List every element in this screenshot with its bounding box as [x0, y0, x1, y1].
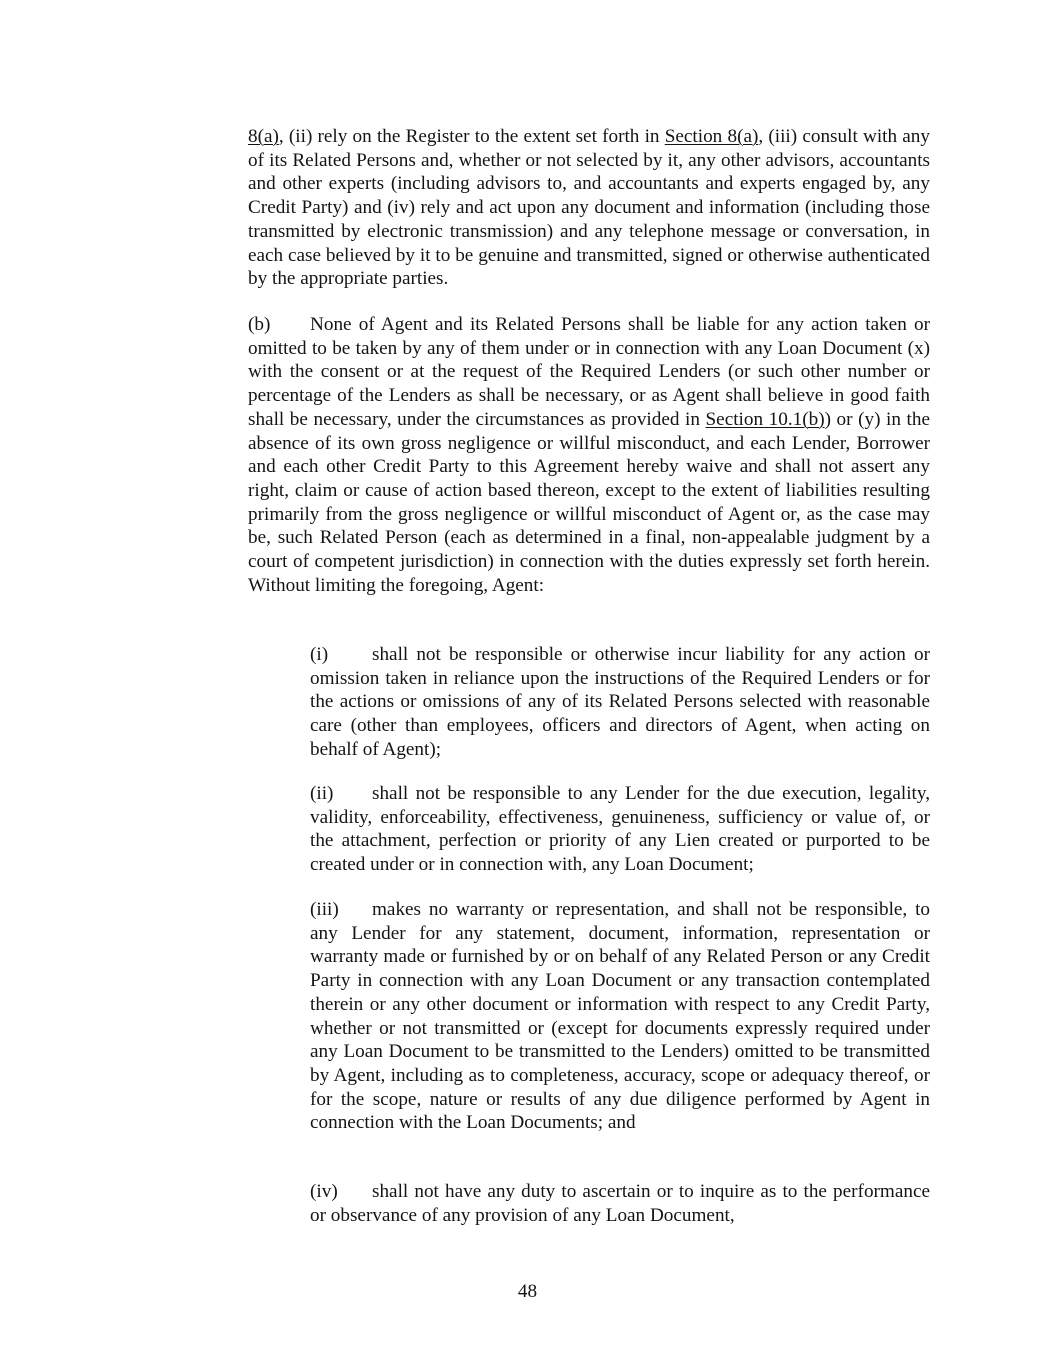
- section-reference-10-1b: Section 10.1(b): [705, 408, 825, 430]
- sub-item-text: shall not be responsible or otherwise incur liability for any action or omission taken in reliance upon the instructions of the Required Lenders or for the actions or omissions of any of its Related Persons selected with reasonable care (other than employees, officers and directors of Agent, when acting on behalf of Agent);: [310, 644, 930, 760]
- paragraph-text: None of Agent and its Related Persons shall be liable for any action taken or omitted to be taken by any of them under or in connection with any Loan Document (x) with the consent or at the request of the Required Lenders (or such other number or percentage of the Lenders as shall be necessary, or as Agent shall believe in good faith shall be necessary, under the circumstances as provided in: [248, 314, 930, 430]
- paragraph-text: , (iii) consult with any of its Related Persons and, whether or not selected by it, any other advisors, accountants and other experts (including advisors to, and accountants and experts engaged by, any Credit Party) and (iv) rely and act upon any document and information (including those transmitted by electronic transmission) and any telephone message or conversation, in each case believed by it to be genuine and transmitted, signed or otherwise authenticated by the appropriate parties.: [248, 126, 930, 290]
- sub-item-marker: (ii): [310, 783, 334, 804]
- sub-item-iii: [310, 898, 930, 1135]
- sub-item-ii: [310, 782, 930, 877]
- sub-item-i: [310, 643, 930, 762]
- paragraph-text: , (ii) rely on the Register to the extent set forth in: [278, 126, 665, 147]
- section-reference-8a: 8(a): [248, 126, 279, 147]
- sub-item-text: shall not be responsible to any Lender for the due execution, legality, validity, enforceability, effectiveness, genuineness, sufficiency or value of, or the attachment, perfection or priority of any Lien created or purported to be created under or in connection with, any Loan Document;: [310, 783, 930, 876]
- sub-item-text: shall not have any duty to ascertain or to inquire as to the performance or observance of any provision of any Loan Document,: [310, 1181, 930, 1226]
- sub-item-marker: (iii): [310, 899, 339, 920]
- sub-item-iv: [310, 1180, 930, 1227]
- paragraph-b: [248, 313, 930, 597]
- section-reference-section-8a: Section 8(a): [664, 126, 759, 147]
- sub-item-marker: (i): [310, 644, 329, 665]
- paragraph-marker: (b): [248, 314, 271, 335]
- page-number: 48: [517, 1281, 538, 1302]
- sub-item-marker: (iv): [310, 1181, 338, 1202]
- sub-item-text: makes no warranty or representation, and shall not be responsible, to any Lender for any statement, document, information, representation or warranty made or furnished by or on behalf of any Related Person or any Credit Party in connection with any Loan Document or any transaction contemplated therein or any other document or information with respect to any Credit Party, whether or not transmitted or (except for documents expressly required under any Loan Document to be transmitted to the Lenders) omitted to be transmitted by Agent, including as to completeness, accuracy, scope or adequacy thereof, or for the scope, nature or results of any due diligence performed by Agent in connection with the Loan Documents; and: [310, 899, 930, 1134]
- paragraph-continuation: [248, 125, 930, 291]
- paragraph-text: ) or (y) in the absence of its own gross negligence or willful misconduct, and each Lender, Borrower and each other Credit Party to this Agreement hereby waive and shall not assert any right, claim or cause of action based thereon, except to the extent of liabilities resulting primarily from the gross negligence or willful misconduct of Agent or, as the case may be, such Related Person (each as determined in a final, non-appealable judgment by a court of competent jurisdiction) in connection with the duties expressly set forth herein. Without limiting the foregoing, Agent:: [248, 408, 930, 596]
